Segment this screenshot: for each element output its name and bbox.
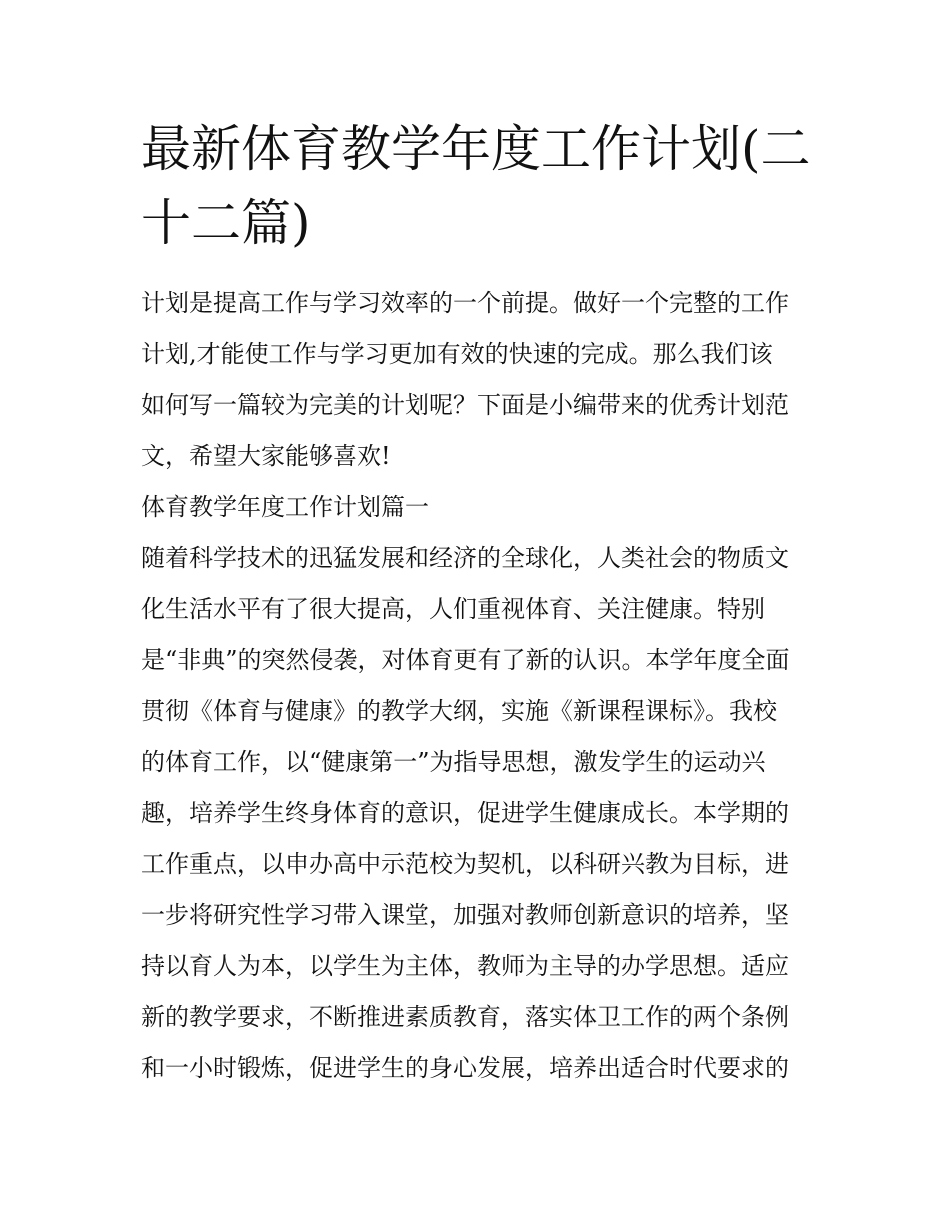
title-line: 十二篇) <box>141 194 311 252</box>
body-line: 是“非典”的突然侵袭，对体育更有了新的认识。本学年度全面 <box>141 646 790 674</box>
body-line: 持以育人为本，以学生为主体，教师为主导的办学思想。适应 <box>141 952 789 980</box>
title-line: 最新体育教学年度工作计划(二 <box>141 120 811 178</box>
body-line: 的体育工作，以“健康第一”为指导思想，激发学生的运动兴 <box>141 748 766 776</box>
intro-line: 如何写一篇较为完美的计划呢？下面是小编带来的优秀计划范 <box>141 391 789 419</box>
body-line: 新的教学要求，不断推进素质教育，落实体卫工作的两个条例 <box>141 1003 789 1031</box>
body-line: 趣，培养学生终身体育的意识，促进学生健康成长。本学期的 <box>141 799 789 827</box>
body-line: 化生活水平有了很大提高，人们重视体育、关注健康。特别 <box>141 595 765 623</box>
body-line: 工作重点，以申办高中示范校为契机，以科研兴教为目标，进 <box>141 850 789 878</box>
intro-line: 文，希望大家能够喜欢! <box>141 442 391 470</box>
body-line: 一步将研究性学习带入课堂，加强对教师创新意识的培养，坚 <box>141 901 789 929</box>
document-title <box>141 112 811 260</box>
section-heading: 体育教学年度工作计划篇一 <box>141 493 429 521</box>
document-body <box>141 278 811 1094</box>
body-line: 贯彻《体育与健康》的教学大纲，实施《新课程课标》。我校 <box>141 697 777 725</box>
intro-line: 计划,才能使工作与学习更加有效的快速的完成。那么我们该 <box>141 340 773 368</box>
body-line: 和一小时锻炼，促进学生的身心发展，培养出适合时代要求的 <box>141 1054 789 1082</box>
body-line: 随着科学技术的迅猛发展和经济的全球化，人类社会的物质文 <box>141 544 789 572</box>
intro-line: 计划是提高工作与学习效率的一个前提。做好一个完整的工作 <box>141 289 789 317</box>
